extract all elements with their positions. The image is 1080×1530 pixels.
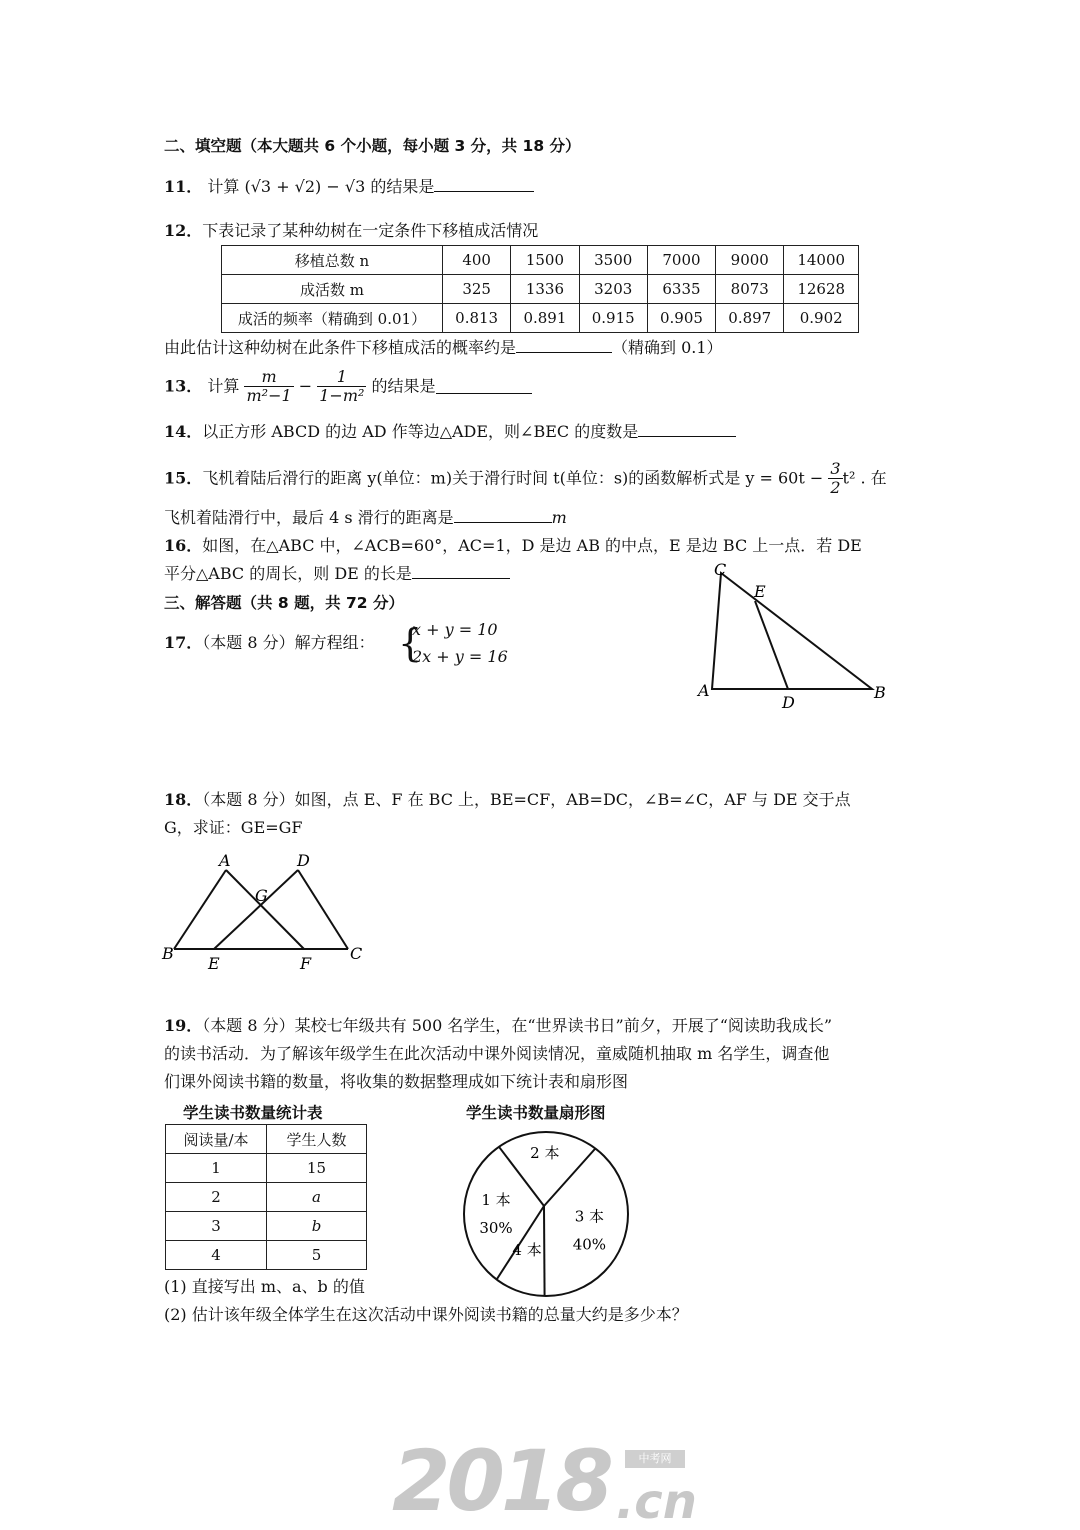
column-header: 学生人数	[267, 1125, 367, 1154]
table-row	[222, 275, 859, 304]
q15-text-end: t² . 在	[842, 468, 887, 488]
fraction-denominator: 2	[830, 478, 841, 497]
q17-number: 17．	[164, 633, 203, 652]
question-12	[164, 220, 538, 242]
q16-figure	[690, 558, 900, 713]
table-cell: 15	[267, 1154, 367, 1183]
q12-number: 12．	[164, 221, 203, 240]
label-c: C	[714, 560, 727, 579]
row-label: 成活数 m	[222, 275, 443, 304]
fraction-numerator: m	[244, 368, 293, 387]
table-cell: 2	[166, 1183, 267, 1212]
q11-prefix: 计算	[207, 177, 240, 196]
q13-minus: −	[298, 376, 313, 396]
table-cell: 0.891	[511, 304, 579, 333]
q19-sub-2: (2) 估计该年级全体学生在这次活动中课外阅读书籍的总量大约是多少本？	[164, 1305, 688, 1324]
pie-slice-label: 2 本	[530, 1144, 560, 1163]
table-cell: 4	[166, 1241, 267, 1270]
pie-slice-label: 3 本	[574, 1207, 605, 1226]
segment-af	[226, 870, 304, 949]
q11-expression: (√3 + √2) − √3	[244, 177, 366, 196]
table-row	[222, 304, 859, 333]
q18-text-2: G，求证：GE=GF	[164, 818, 303, 837]
q19-sub-1: (1) 直接写出 m、a、b 的值	[164, 1277, 365, 1296]
fraction-numerator: 3	[830, 459, 841, 478]
question-11	[164, 176, 534, 198]
q19-text: （本题 8 分）某校七年级共有 500 名学生，在“世界读书日”前夕，开展了“阅读助我成长”	[202, 1016, 833, 1035]
question-13	[164, 368, 532, 405]
q17-equation-2: 2x + y = 16	[412, 647, 508, 666]
q15-number: 15．	[164, 468, 203, 488]
table-cell: 0.902	[784, 304, 859, 333]
question-16-line-2	[164, 563, 510, 585]
q17-equation-1: x + y = 10	[412, 620, 498, 639]
watermark-suffix: .cn	[616, 1474, 697, 1530]
question-15-line-1	[164, 460, 887, 497]
label-a: A	[219, 851, 231, 870]
reading-stats-table	[165, 1124, 367, 1270]
q12-after-text: 由此估计这种幼树在此条件下移植成活的概率约是	[164, 338, 517, 357]
table-cell: 6335	[647, 275, 715, 304]
label-e: E	[754, 582, 766, 601]
table-cell: 0.897	[716, 304, 784, 333]
q19-number: 19．	[164, 1016, 203, 1035]
table-row	[166, 1183, 367, 1212]
fraction-denominator: m²−1	[246, 386, 292, 405]
table-cell: 9000	[716, 246, 784, 275]
table-row	[166, 1241, 367, 1270]
q16-text: 如图，在△ABC 中，∠ACB=60°，AC=1，D 是边 AB 的中点，E 是边 BC 上一点．若 DE	[202, 536, 862, 555]
q12-blank	[516, 338, 612, 353]
q12-precision: （精确到 0.1）	[612, 338, 723, 357]
question-15-line-2	[164, 507, 567, 529]
q19-text-3: 们课外阅读书籍的数量，将收集的数据整理成如下统计表和扇形图	[164, 1072, 629, 1091]
table-cell: 3203	[579, 275, 647, 304]
question-19-line-3	[164, 1071, 628, 1093]
label-e: E	[208, 954, 220, 973]
table-cell: 7000	[647, 246, 715, 275]
table-row	[166, 1154, 367, 1183]
table-cell: 0.905	[647, 304, 715, 333]
table-cell: a	[267, 1183, 367, 1212]
pie-title: 学生读书数量扇形图	[466, 1104, 606, 1122]
q14-blank	[638, 422, 736, 437]
q14-number: 14．	[164, 422, 203, 441]
table-cell: 0.915	[579, 304, 647, 333]
q18-text: （本题 8 分）如图，点 E、F 在 BC 上，BE=CF，AB=DC，∠B=∠C，AF 与 DE 交于点	[202, 790, 851, 809]
pie-slice-percent: 30%	[479, 1219, 513, 1238]
table-cell: 1	[166, 1154, 267, 1183]
q11-number: 11．	[164, 177, 203, 196]
label-c: C	[350, 944, 363, 963]
table-cell: 5	[267, 1241, 367, 1270]
q11-blank	[434, 177, 534, 192]
q16-number: 16．	[164, 536, 203, 555]
q16-blank	[412, 564, 510, 579]
table-cell: 8073	[716, 275, 784, 304]
table-row	[222, 246, 859, 275]
q15-unit: m	[551, 508, 567, 527]
question-16-line-1	[164, 535, 862, 557]
q13-fraction-2	[317, 368, 366, 405]
triangle-abc	[712, 573, 872, 689]
question-18-line-2	[164, 817, 303, 839]
question-18-line-1	[164, 789, 851, 811]
label-b: B	[874, 683, 886, 702]
fraction-numerator: 1	[317, 368, 366, 387]
table-cell: 400	[443, 246, 511, 275]
pie-chart	[456, 1124, 636, 1304]
question-14	[164, 421, 736, 443]
row-label: 成活的频率（精确到 0.01）	[222, 304, 443, 333]
table-cell: 1500	[511, 246, 579, 275]
q16-text-2: 平分△ABC 的周长，则 DE 的长是	[164, 564, 412, 583]
q15-blank	[454, 508, 552, 523]
question-17	[164, 632, 375, 654]
stats-table-title: 学生读书数量统计表	[183, 1104, 323, 1122]
pie-slice-border	[544, 1206, 545, 1296]
table-cell: 3	[166, 1212, 267, 1241]
q19-text-2: 的读书活动．为了解该年级学生在此次活动中课外阅读情况，童威随机抽取 m 名学生，调查他	[164, 1044, 830, 1063]
section-2-title: 二、填空题（本大题共 6 个小题，每小题 3 分，共 18 分）	[164, 137, 581, 155]
q18-figure	[158, 848, 378, 973]
segment-de	[755, 601, 788, 689]
q13-suffix: 的结果是	[371, 376, 436, 396]
watermark-logo: 2018	[392, 1432, 610, 1530]
pie-slice-label: 4 本	[512, 1241, 542, 1260]
table-header-row	[166, 1125, 367, 1154]
table-cell: 3500	[579, 246, 647, 275]
label-d: D	[782, 693, 795, 712]
q15-fraction	[828, 460, 842, 497]
table-cell: 12628	[784, 275, 859, 304]
q13-blank	[436, 379, 532, 394]
q17-text: （本题 8 分）解方程组：	[202, 633, 375, 652]
section-3-title: 三、解答题（共 8 题，共 72 分）	[164, 594, 404, 612]
table-cell: 1336	[511, 275, 579, 304]
q11-suffix: 的结果是	[370, 177, 435, 196]
q12-text: 下表记录了某种幼树在一定条件下移植成活情况	[202, 221, 539, 240]
q13-prefix: 计算	[207, 376, 240, 396]
row-label: 移植总数 n	[222, 246, 443, 275]
q13-number: 13．	[164, 376, 203, 396]
watermark-tag: 中考网	[625, 1450, 685, 1468]
label-b: B	[162, 944, 174, 963]
question-19-line-1	[164, 1015, 832, 1037]
q15-text-2: 飞机着陆滑行中，最后 4 s 滑行的距离是	[164, 508, 454, 527]
label-f: F	[300, 954, 312, 973]
q12-table	[221, 245, 859, 333]
column-header: 阅读量/本	[166, 1125, 267, 1154]
q17-brace: {	[398, 621, 423, 665]
pie-slice-label: 1 本	[481, 1191, 511, 1210]
segment-de	[214, 870, 298, 949]
table-cell: 0.813	[443, 304, 511, 333]
label-a: A	[698, 681, 710, 700]
label-d: D	[297, 851, 310, 870]
segment-ab	[174, 870, 226, 949]
q14-text: 以正方形 ABCD 的边 AD 作等边△ADE，则∠BEC 的度数是	[202, 422, 639, 441]
q18-number: 18．	[164, 790, 203, 809]
q13-fraction-1	[244, 368, 293, 405]
q12-conclusion	[164, 337, 723, 359]
q15-text: 飞机着陆后滑行的距离 y(单位：m)关于滑行时间 t(单位：s)的函数解析式是 y = 60t −	[202, 468, 824, 488]
pie-slice-percent: 40%	[572, 1235, 607, 1254]
segment-dc	[298, 870, 348, 949]
fraction-denominator: 1−m²	[319, 386, 365, 405]
table-cell: b	[267, 1212, 367, 1241]
table-cell: 14000	[784, 246, 859, 275]
label-g: G	[255, 886, 268, 905]
question-19-line-2	[164, 1043, 829, 1065]
table-row	[166, 1212, 367, 1241]
table-cell: 325	[443, 275, 511, 304]
